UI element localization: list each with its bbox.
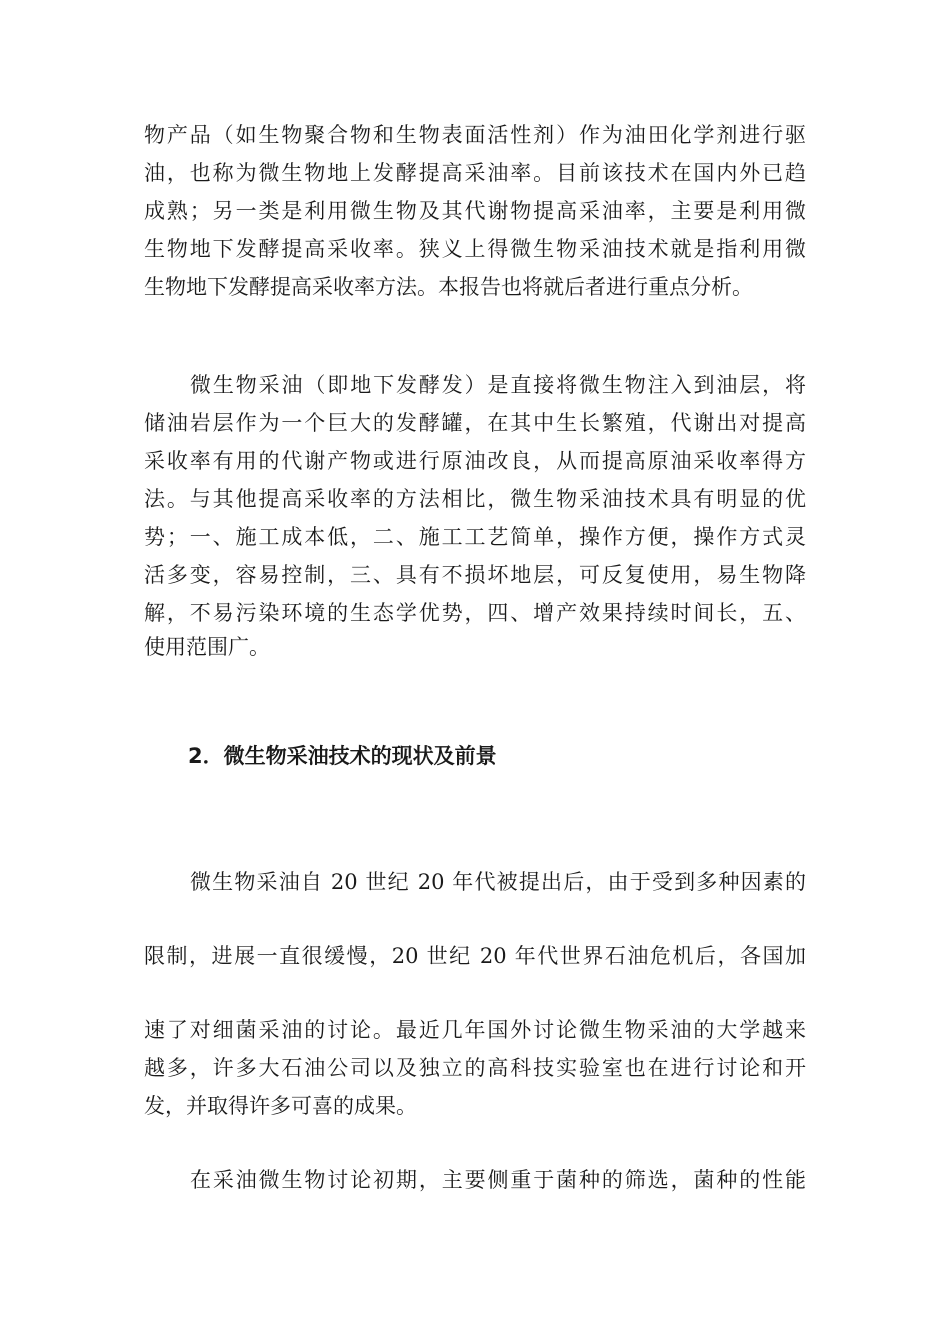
- paragraph-3-line-1: 微生物采油自 20 世纪 20 年代被提出后，由于受到多种因素的: [190, 870, 806, 894]
- paragraph-1-line-1: 物产品（如生物聚合物和生物表面活性剂）作为油田化学剂进行驱: [144, 123, 806, 147]
- paragraph-2-line-1: 微生物采油（即地下发酵发）是直接将微生物注入到油层，将: [190, 373, 806, 397]
- paragraph-3-line-2: 限制，进展一直很缓慢，20 世纪 20 年代世界石油危机后，各国加: [144, 944, 806, 968]
- paragraph-2-line-4: 法。与其他提高采收率的方法相比，微生物采油技术具有明显的优: [144, 487, 806, 511]
- paragraph-1-line-4: 生物地下发酵提高采收率。狭义上得微生物采油技术就是指利用微: [144, 237, 806, 261]
- paragraph-1-line-2: 油，也称为微生物地上发酵提高采油率。目前该技术在国内外已趋: [144, 161, 806, 185]
- paragraph-3-line-4: 越多，许多大石油公司以及独立的高科技实验室也在进行讨论和开: [144, 1056, 806, 1080]
- section-heading: 2．微生物采油技术的现状及前景: [188, 744, 497, 768]
- paragraph-2-line-3: 采收率有用的代谢产物或进行原油改良，从而提高原油采收率得方: [144, 449, 806, 473]
- paragraph-2-line-8: 使用范围广。: [144, 635, 270, 659]
- paragraph-1-line-5: 生物地下发酵提高采收率方法。本报告也将就后者进行重点分析。: [144, 275, 753, 299]
- paragraph-2-line-2: 储油岩层作为一个巨大的发酵罐，在其中生长繁殖，代谢出对提高: [144, 411, 806, 435]
- paragraph-3-line-5: 发，并取得许多可喜的成果。: [144, 1094, 417, 1118]
- paragraph-4-line-1: 在采油微生物讨论初期，主要侧重于菌种的筛选，菌种的性能: [190, 1168, 806, 1192]
- paragraph-1-line-3: 成熟；另一类是利用微生物及其代谢物提高采油率，主要是利用微: [144, 199, 806, 223]
- paragraph-3-line-3: 速了对细菌采油的讨论。最近几年国外讨论微生物采油的大学越来: [144, 1018, 806, 1042]
- paragraph-2-line-5: 势；一、施工成本低，二、施工工艺简单，操作方便，操作方式灵: [144, 525, 806, 549]
- paragraph-2-line-6: 活多变，容易控制，三、具有不损坏地层，可反复使用，易生物降: [144, 563, 806, 587]
- paragraph-2-line-7: 解，不易污染环境的生态学优势，四、增产效果持续时间长，五、: [144, 601, 806, 625]
